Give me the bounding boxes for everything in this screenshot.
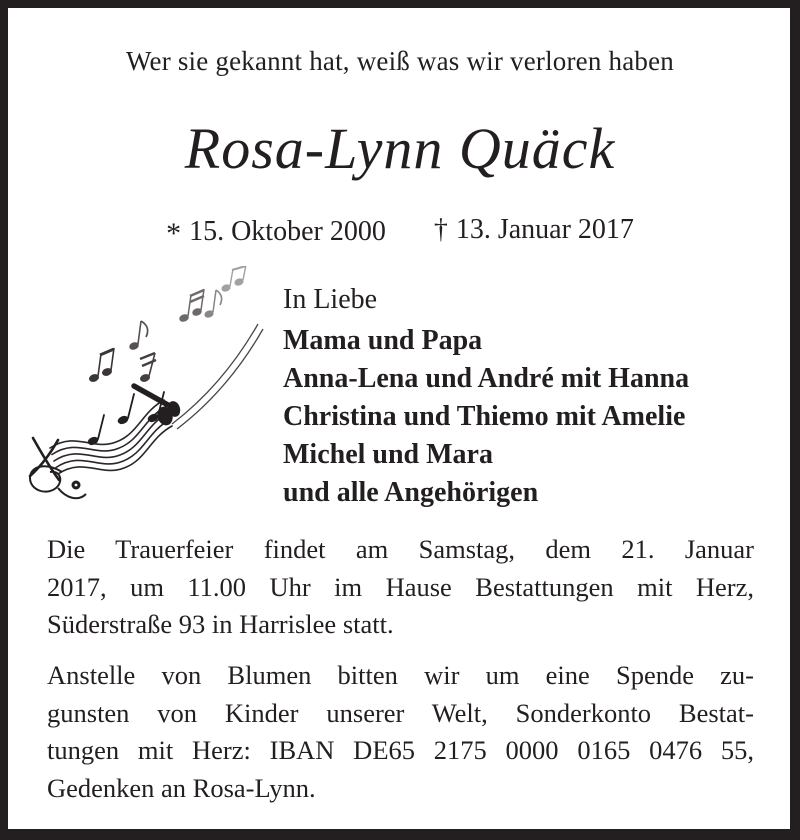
service-info-paragraph [47, 531, 754, 644]
condolence-intro: In Liebe [283, 284, 378, 315]
death-dagger-symbol: † [433, 214, 448, 245]
family-line: Christina und Thiemo mit Amelie [283, 401, 686, 432]
birth-date-text: 15. Oktober 2000 [189, 216, 386, 247]
family-line: Mama und Papa [283, 325, 483, 356]
death-date-text: 13. Januar 2017 [455, 214, 634, 245]
text-line: gunsten von Kinder unserer Welt, Sonderkonto Bestat- [47, 697, 754, 728]
death-date [434, 214, 634, 248]
birth-star-symbol: * [166, 217, 182, 250]
music-notes-illustration [18, 266, 270, 508]
family-line: Michel und Mara [283, 439, 493, 470]
text-line: Gedenken an Rosa-Lynn. [47, 772, 316, 803]
text-line: 2017, um 11.00 Uhr im Hause Bestattungen mit Herz, [47, 571, 754, 602]
condolence-block [283, 281, 689, 512]
text-line: Die Trauerfeier findet am Samstag, dem 21. Januar [47, 534, 754, 564]
family-line: Anna-Lena und André mit Hanna [283, 363, 690, 394]
donation-info-paragraph [47, 657, 754, 807]
text-line: tungen mit Herz: IBAN DE65 2175 0000 0165 0476 55, [47, 735, 754, 765]
text-line: Anstelle von Blumen bitten wir um eine Spende zu- [47, 660, 754, 690]
text-line: Süderstraße 93 in Harrislee statt. [47, 609, 394, 639]
family-line: und alle Angehörigen [283, 477, 539, 508]
deceased-name: Rosa-Lynn Quäck [184, 116, 616, 181]
epigraph-text: Wer sie gekannt hat, weiß was wir verloren haben [126, 46, 674, 76]
life-dates [0, 214, 800, 248]
birth-date [166, 214, 386, 248]
